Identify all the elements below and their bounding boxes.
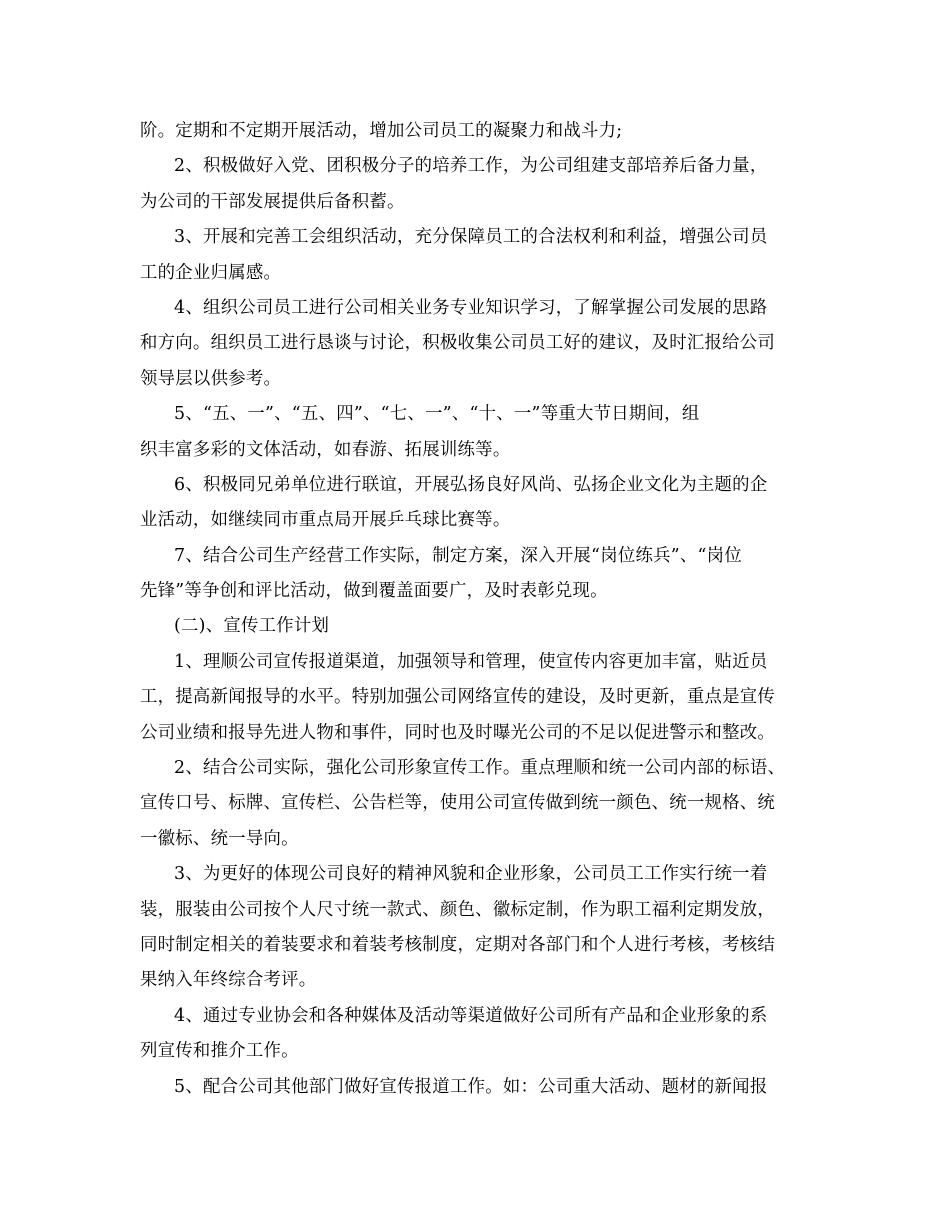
list-item-4-line-2: 和方向。组织员工进行恳谈与讨论，积极收集公司员工好的建议，及时汇报给公司 — [140, 333, 776, 354]
pub-item-4-line-1: 4、通过专业协会和各种媒体及活动等渠道做好公司所有产品和企业形象的系 — [174, 1005, 768, 1026]
list-item-5-line-1: 5、“五、一”、“五、四”、“七、一”、“十、一”等重大节日期间，组 — [174, 404, 700, 425]
pub-item-3-line-4: 果纳入年终综合考评。 — [140, 970, 317, 991]
list-item-6-line-1: 6、积极同兄弟单位进行联谊，开展弘扬良好风尚、弘扬企业文化为主题的企 — [174, 474, 768, 495]
list-item-4-line-1: 4、组织公司员工进行公司相关业务专业知识学习，了解掌握公司发展的思路 — [174, 297, 768, 318]
list-item-6-line-2: 业活动，如继续同市重点局开展乒乓球比赛等。 — [140, 510, 511, 531]
list-item-2-line-2: 为公司的干部发展提供后备积蓄。 — [140, 191, 405, 212]
section-heading: (二)、宣传工作计划 — [174, 616, 330, 637]
pub-item-4-line-2: 列宣传和推介工作。 — [140, 1041, 299, 1062]
text-line: 阶。定期和不定期开展活动，增加公司员工的凝聚力和战斗力; — [140, 121, 623, 141]
pub-item-3-line-2: 装，服装由公司按个人尺寸统一款式、颜色、徽标定制，作为职工福利定期发放， — [140, 899, 776, 920]
list-item-7-line-1: 7、结合公司生产经营工作实际，制定方案，深入开展“岗位练兵”、“岗位 — [174, 545, 742, 566]
document-body — [140, 114, 830, 1105]
pub-item-2-line-2: 宣传口号、标牌、宣传栏、公告栏等，使用公司宣传做到统一颜色、统一规格、统 — [140, 793, 776, 814]
pub-item-2-line-3: 一徽标、统一导向。 — [140, 828, 299, 849]
pub-item-2-line-1: 2、结合公司实际，强化公司形象宣传工作。重点理顺和统一公司内部的标语、 — [174, 758, 786, 779]
list-item-5-line-2: 织丰富多彩的文体活动，如春游、拓展训练等。 — [140, 439, 511, 460]
pub-item-3-line-3: 同时制定相关的着装要求和着装考核制度，定期对各部门和个人进行考核，考核结 — [140, 934, 776, 955]
list-item-3-line-2: 工的企业归属感。 — [140, 262, 282, 283]
pub-item-1-line-3: 公司业绩和报导先进人物和事件，同时也及时曝光公司的不足以促进警示和整改。 — [140, 722, 776, 743]
list-item-4-line-3: 领导层以供参考。 — [140, 368, 282, 389]
list-item-3-line-1: 3、开展和完善工会组织活动，充分保障员工的合法权利和利益，增强公司员 — [174, 227, 768, 248]
list-item-2-line-1: 2、积极做好入党、团积极分子的培养工作，为公司组建支部培养后备力量， — [174, 156, 768, 177]
pub-item-1-line-1: 1、理顺公司宣传报道渠道，加强领导和管理，使宣传内容更加丰富，贴近员 — [174, 651, 768, 672]
pub-item-3-line-1: 3、为更好的体现公司良好的精神风貌和企业形象，公司员工工作实行统一着 — [174, 864, 768, 885]
pub-item-1-line-2: 工，提高新闻报导的水平。特别加强公司网络宣传的建设，及时更新，重点是宣传 — [140, 687, 776, 708]
list-item-7-line-2: 先锋”等争创和评比活动，做到覆盖面要广，及时表彰兑现。 — [140, 581, 608, 602]
pub-item-5-line-1: 5、配合公司其他部门做好宣传报道工作。如：公司重大活动、题材的新闻报 — [174, 1076, 768, 1097]
